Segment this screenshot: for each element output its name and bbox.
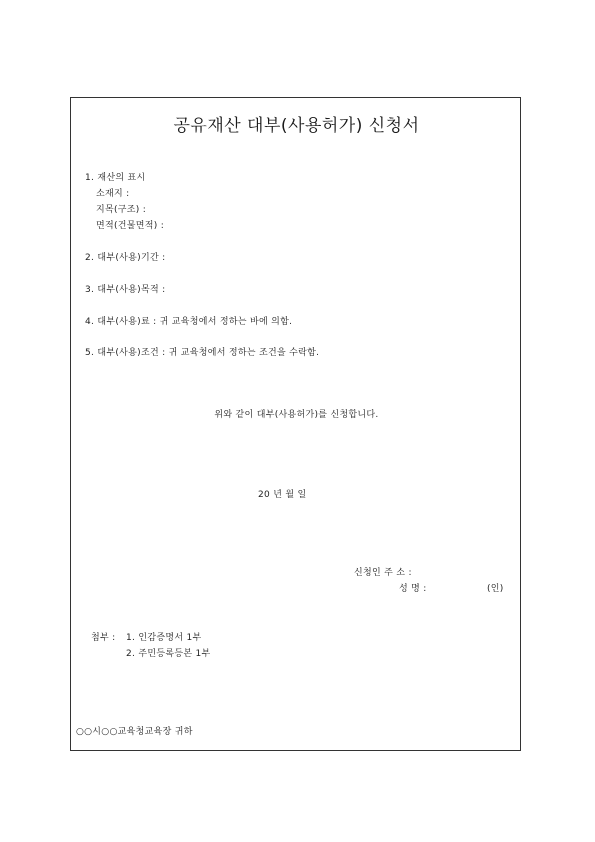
lease-period-label: 2. 대부(사용)기간 : (85, 253, 166, 263)
land-type-label: 지목(구조) : (96, 205, 147, 215)
applicant-address-label: 신청인 주 소 : (354, 568, 412, 578)
form-frame (70, 97, 521, 751)
lease-purpose-label: 3. 대부(사용)목적 : (85, 285, 166, 295)
form-title: 공유재산 대부(사용허가) 신청서 (173, 116, 420, 136)
applicant-name-label: 성 명 : (399, 584, 427, 594)
property-location-label: 소재지 : (96, 189, 130, 199)
lease-conditions-clause: 5. 대부(사용)조건 : 귀 교육청에서 정하는 조건을 수락함. (85, 348, 320, 358)
seal-mark: (인) (487, 584, 504, 594)
request-statement: 위와 같이 대부(사용허가)를 신청합니다. (214, 410, 379, 420)
area-label: 면적(건물면적) : (96, 221, 165, 231)
date-line: 20 년 월 일 (258, 490, 307, 500)
attachments-label: 첨부 : (91, 633, 116, 643)
lease-fee-clause: 4. 대부(사용)료 : 귀 교육청에서 정하는 바에 의함. (85, 317, 293, 327)
addressee-line: ○○시○○교육청교육장 귀하 (76, 727, 193, 737)
property-section-heading: 1. 재산의 표시 (85, 173, 146, 183)
attachment-item-1: 1. 인감증명서 1부 (126, 633, 202, 643)
attachment-item-2: 2. 주민등록등본 1부 (126, 649, 211, 659)
